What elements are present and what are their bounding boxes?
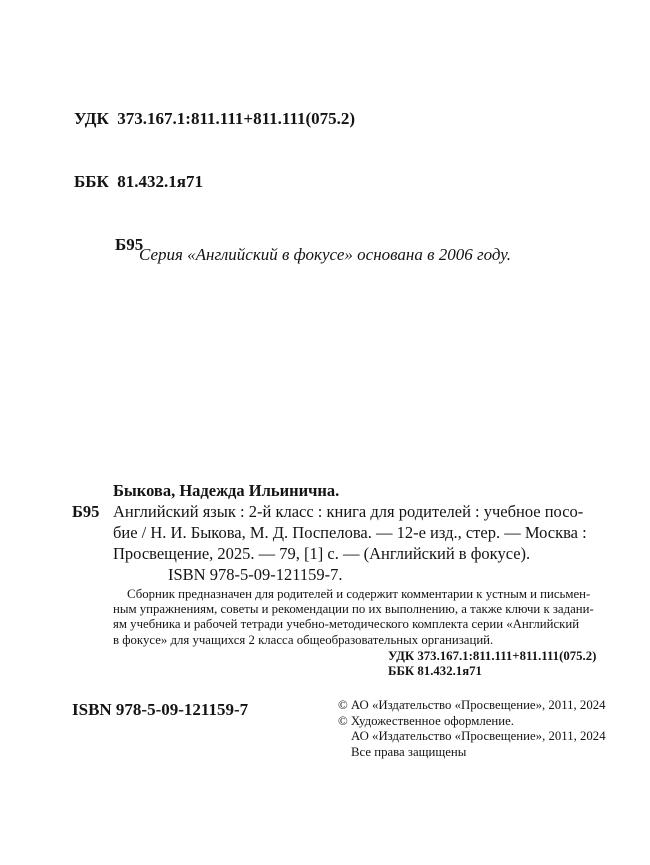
author-sign-entry: Б95 bbox=[72, 502, 100, 521]
annotation-line: ям учебника и рабочей тетради учебно-методического комплекта серии «Английский bbox=[113, 617, 580, 632]
copyright-line: © Художественное оформление. bbox=[338, 713, 514, 728]
copyright-notice bbox=[338, 698, 606, 760]
bbk-code-bottom: ББК 81.432.1я71 bbox=[388, 664, 482, 679]
author-heading: Быкова, Надежда Ильинична. bbox=[113, 481, 340, 500]
isbn-footer: ISBN 978-5-09-121159-7 bbox=[72, 700, 249, 719]
bibliographic-lines bbox=[113, 501, 604, 585]
udk-code-bottom: УДК 373.167.1:811.111+811.111(075.2) bbox=[388, 648, 597, 663]
bibliographic-description bbox=[72, 501, 604, 585]
bottom-classification-codes bbox=[388, 649, 604, 680]
bibliographic-line: Английский язык : 2-й класс : книга для родителей : учебное посо- bbox=[113, 502, 584, 521]
isbn-entry: ISBN 978-5-09-121159-7. bbox=[168, 565, 343, 584]
udk-code-top: УДК 373.167.1:811.111+811.111(075.2) bbox=[74, 109, 356, 128]
series-note: Серия «Английский в фокусе» основана в 2006 году. bbox=[139, 245, 511, 264]
bibliographic-line: бие / Н. И. Быкова, М. Д. Поспелова. — 12-е изд., стер. — Москва : bbox=[113, 523, 587, 542]
catalog-entry bbox=[72, 480, 604, 680]
copyright-line: Все права защищены bbox=[351, 744, 467, 759]
author-sign-top: Б95 bbox=[115, 235, 144, 254]
annotation-line: Сборник предназначен для родителей и содержит комментарии к устным и письмен- bbox=[127, 587, 591, 601]
annotation-line: ным упражнениям, советы и рекомендации по их выполнению, а также ключи к задани- bbox=[113, 602, 594, 617]
copyright-line: © АО «Издательство «Просвещение», 2011, 2024 bbox=[338, 698, 606, 712]
annotation bbox=[113, 587, 605, 648]
annotation-line: в фокусе» для учащихся 2 класса общеобразовательных организаций. bbox=[113, 632, 494, 647]
copyright-line: АО «Издательство «Просвещение», 2011, 2024 bbox=[351, 729, 606, 743]
bibliographic-line: Просвещение, 2025. — 79, [1] с. — (Английский в фокусе). bbox=[113, 544, 531, 563]
bbk-code-top: ББК 81.432.1я71 bbox=[74, 172, 204, 191]
